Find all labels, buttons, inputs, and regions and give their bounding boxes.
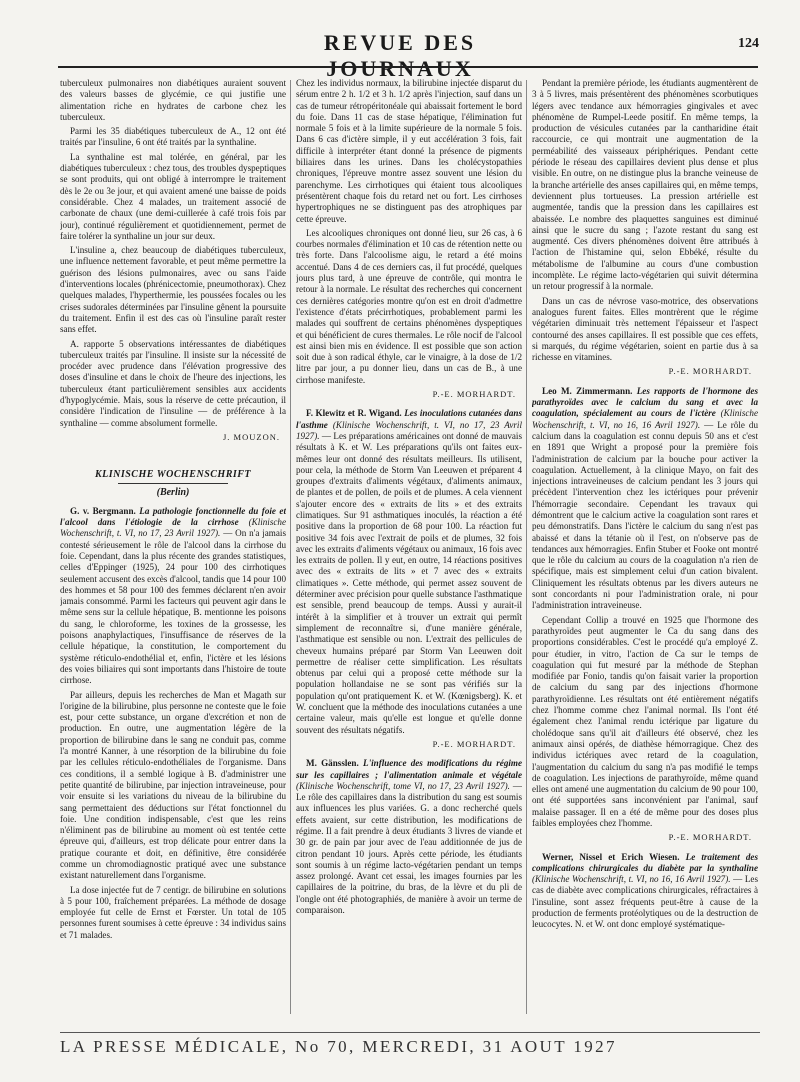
article-klewitz [296, 408, 522, 736]
header-rule [58, 66, 758, 68]
paragraph: L'insuline a, chez beaucoup de diabétiques tuberculeux, une influence nettement favorable, et peut même permettre la guérison des lésions pulmonaires, avec ou sans l'aide d'interventions locales (phrénicectomie, pneumothorax). Chez quelques malades, l'hyperthermie, les poussées focales ou les crises sudorales déterminées par l'insuline gênent la poursuite du traitement. Enfin il est des cas où l'insuline paraît rester sans effet. [60, 245, 286, 335]
article-authors: Leo M. Zimmermann. [542, 385, 633, 396]
column-divider [526, 80, 527, 1014]
author-signature: P.-E. MORHARDT. [432, 738, 516, 749]
footer-publication-line: LA PRESSE MÉDICALE, No 70, MERCREDI, 31 AOUT 1927 [60, 1037, 617, 1056]
article-authors: F. Klewitz et R. Wigand. [306, 408, 402, 419]
article-authors: Werner, Nissel et Erich Wiesen. [542, 851, 680, 862]
article-body: — Le rôle des capillaires dans la distribution du sang est soumis aux influences les plus variées. G. a donc recherché quels effets avaient, sur cette distribution, les modifications de régime. Il a fait prendre à deux étudiants 3 livres de viande et 30 gr. de pain par jour avec de l'eau additionnée de jus de citron pendant 10 jours. Après cette période, les étudiants sont soumis à un régime lacto-végétarien pendant un temps assez prolongé. Avant cet essai, les images fournies par les capillaires de la poitrine, du bras, de la lèvre et du pli de l'ongle ont été photographiés, de manière à avoir un terme de comparaison. [296, 780, 522, 916]
article-title: Les inoculations cutanées dans l'asthme [296, 408, 522, 430]
article-title: Le traitement des complications chirurgicales du diabète par la synthaline [532, 851, 758, 873]
paragraph: Par ailleurs, depuis les recherches de Man et Magath sur l'origine de la bilirubine, plus personne ne conteste que le foie est, pour cette substance, un organe d'excrétion et non de production. En outre, une augmentation légère de la proportion de bilirubine dans le sang ne conduit pas, comme l'a montré Kanner, à une résorption de la bilirubine du foie par les cellules réticulo-endothéliales de l'organisme. Dans ces conditions, il a semblé logique à B. d'administrer une petite quantité de bilirubine, par injection intraveineuse, pour voir ensuite si les variations du niveau de la bilirubine du sang permettaient des déductions sur l'état fonctionnel du foie. Une condition indispensable, c'est que les reins n'éliminent pas de bilirubine au moment où est tentée cette épreuve qui, d'ailleurs, est trop délicate pour entrer dans la pratique courante et doit, en définitive, être considérée comme un chromodiagnostic pratiqué avec une substance existant naturellement dans l'organisme. [60, 689, 286, 881]
article-citation: (Klinische Wochenschrift, t. VI, no 17, 23 Avril 1927). [296, 419, 522, 441]
paragraph: A. rapporte 5 observations intéressantes de diabétiques tuberculeux traités par l'insuline. Il insiste sur la nécessité de procéder avec prudence dans l'élévation progressive des doses d'insuline et dans le choix de l'heure des injections, les tuberculeux étant particulièrement sensibles aux accidents d'hypoglycémie. Mais, sous la réserve de cette précaution, il considère l'indication de l'insuline — de préférence à la synthaline — comme absolument formelle. [60, 338, 286, 428]
article-citation: (Klinische Wochenschrift, tome VI, no 17, 23 Avril 1927). [296, 780, 510, 791]
journal-heading: KLINISCHE WOCHENSCHRIFT [94, 469, 252, 481]
page-number: 124 [738, 36, 759, 51]
author-signature: J. MOUZON. [223, 431, 280, 442]
article-gansslen [296, 758, 522, 916]
author-signature: P.-E. MORHARDT. [668, 832, 752, 843]
page-footer [60, 1032, 760, 1057]
article-title: L'influence des modifications du régime sur les capillaires ; l'alimentation animale et végétale [296, 758, 522, 780]
paragraph: tuberculeux pulmonaires non diabétiques auraient souvent des valeurs basses de glycémie, ce qui justifie une alimentation riche en hydrates de carbone chez les tuberculeux. [60, 78, 286, 122]
paragraph: Les alcooliques chroniques ont donné lieu, sur 26 cas, à 6 courbes normales d'élimination et 10 cas de rétention nette ou très forte. Dans l'alcoolisme aigu, le retard a été moins accentué. Dans 4 de ces derniers cas, il fut procédé, quelques jours plus tard, à une épreuve de contrôle, qui montra le retour à la normale. Le résultat des recherches qui concernent ces dernières catégories montre qu'on est en droit d'admettre l'existence d'états précirrhotiques, probablement parmi les malades qui souffrent de certains phénomènes dyspeptiques et qui bénéficient de cures thermales. Le rôle nocif de l'alcool est ainsi bien mis en évidence. Il est possible que son action soit due à son radical éthyle, car le vinaigre, à la dose de 1/2 litre par jour, a pu donner lieu, dans un cas de B., à une cirrhose manifeste. [296, 227, 522, 385]
article-citation: (Klinische Wochenschrift, t. VI, no 16, 16 Avril 1927). [532, 408, 758, 430]
article-authors: M. Gänsslen. [306, 758, 359, 769]
article-bergmann [60, 506, 286, 687]
paragraph: Chez les individus normaux, la bilirubine injectée disparut du sérum entre 2 h. 1/2 et 3 h. 1/2 après l'injection, sauf dans un cas de tumeur rétropéritonéale qui abaissait fortement le bord du foie. Dans 11 cas de stase hépatique, l'élimination fut normale 5 fois et à la limite supérieure de la normale 5 fois. Dans 6 cas d'ictère simple, il y eut accélération 3 fois, fait difficile à interpréter étant donné la présence de pigments biliaires dans les urines. Dans les cholécystopathies chroniques, l'épreuve montre assez souvent une lésion du parenchyme. Les cirrhotiques qui étaient tous alcooliques présentèrent chaque fois du retard net ou fort. Les cirrhoses hypertrophiques ne se distinguent pas des atrophiques par cette épreuve. [296, 78, 522, 224]
article-body: — Le rôle du calcium dans la coagulation est connu depuis 50 ans et c'est en 1891 que Wright a proposé pour la première fois l'administration de calcium par la bouche pour activer la coagulation. Actuellement, à la clinique Mayo, on fait des injections intraveineuses de calcium pendant les 3 jours qui précèdent l'intervention chez les ictériques pour prévenir l'hémorragie secondaire. Cependant les travaux qui démontrent que le calcium active la coagulation sont rares et peu démonstratifs. Dans l'ictère le calcium du sang n'est pas abaissé et dans la tétanie où il l'est, on n'observe pas de tendances aux hémorragies. Enfin Stuber et Fooke ont montré que le rôle du calcium au cours de la coagulation n'a rien de spécifique, mais est simplement celui d'un cation bivalent. Cliniquement les résultats obtenus par les divers auteurs ne sont concordants ni pour l'administration orale, ni pour l'administration intraveineuse. [532, 419, 758, 611]
article-body: — On n'a jamais contesté sérieusement le rôle de l'alcool dans la cirrhose du foie. Cependant, dans la plus récente des grandes statistiques, celles d'Eppinger (1925), 24 pour 100 des cirrhotiques seulement accusent des excès d'alcool, tandis que 14 pour 100 des hommes et 58 pour 100 des femmes déclarent n'en avoir jamais consommé. Parmi les facteurs qui peuvent agir dans le même sens sur la cellule hépatique, B. mentionne les poisons du sang, le chloroforme, les toxines de la grossesse, les poisons anaphylactiques, l'insuffisance de réserves de la cellule hépatique, la constitution, le comportement du système réticulo-endothélial et, enfin, l'ictère et les lésions des voies biliaires qui sont importants dans l'histoire de toute cirrhose. [60, 528, 286, 686]
column-right [532, 78, 758, 1018]
footer-rule [60, 1032, 760, 1033]
article-citation: (Klinische Wochenschrift, t. VI, no 16, 16 Avril 1927). [532, 874, 731, 885]
column-divider [290, 80, 291, 1014]
article-body: — Les préparations américaines ont donné de mauvais résultats à K. et W. Les préparations qu'ils ont faites eux-mêmes leur ont donné des résultats meilleurs. Ils utilisent, pour cela, la méthode de Storm Van Leeuwen et préparent 4 groupes d'extraits d'aliments végétaux, d'aliments animaux, de plantes et de pollen, de poils et de plumes. A cela viennent s'ajouter encore des « extraits de lits » et des extraits climatiques. Sur 91 asthmatiques inoculés, la réaction a été positive dans la proportion de 68 pour 100. La réaction fut positive 34 fois avec l'extrait de poils et de plumes, 32 fois avec les extraits d'aliments végétaux ou animaux, 16 fois avec les extraits de pollen. Il y eut, en outre, 14 réactions positives avec des « extraits de lits » et 7 avec des « extraits climatiques ». Cette méthode, qui permet assez souvent de déterminer avec précision pour quelle substance l'asthmatique est sensible, prend beaucoup de temps. Aussi y aurait-il intérêt à la simplifier et à trouver un extrait qui permît simplement de reconnaître si, d'une manière générale, l'asthmatique est sensible ou non. L'extrait des pellicules de cheveux humains préparé par Storm Van Leeuwen doit permettre de réaliser cette simplification. Les résultats obtenus par celui qui a proposé cette méthode sur la population hollandaise ne se sont pas vérifiés sur la population qu'ont pratiquement K. et W. (Kœnigsberg). K. et W. concluent que la méthode des inoculations cutanées a une certaine valeur, mais qu'elle est longue et qu'elle donne souvent des résultats négatifs. [296, 430, 522, 735]
journal-section-title: REVUE DES JOURNAUX [323, 30, 477, 81]
article-authors: G. v. Bergmann. [70, 505, 136, 516]
article-nissel [532, 852, 758, 931]
paragraph: La synthaline est mal tolérée, en général, par les diabétiques tuberculeux : chez tous, des troubles dyspeptiques se sont produits, qui ont obligé à interrompre le traitement dès le 2e ou 3e jour, et qui avaient amené une baisse de poids considérable. Chez 4 malades, un traitement associé de carbonate de chaux (une demi-cuillerée à café trois fois par jour), continué régulièrement et quotidiennement, permet de faire tolérer la synthaline un jour sur deux. [60, 151, 286, 241]
article-citation: (Klinische Wochenschrift, t. VI, no 17, 23 Avril 1927). [60, 517, 286, 539]
paragraph: La dose injectée fut de 7 centigr. de bilirubine en solutions à 5 pour 100, fraîchement préparées. La méthode de dosage employée fut celle de Ernst et Fœrster. Un total de 105 personnes furent soumises à cette épreuve : 34 individus sains et 71 malades. [60, 884, 286, 940]
journal-city: (Berlin) [156, 486, 190, 498]
page-header [0, 0, 800, 82]
column-left [60, 78, 286, 1018]
article-title: Les rapports de l'hormone des parathyroïdes avec le calcium du sang et avec la coagulation, spécialement au cours de l'ictère [532, 385, 758, 419]
heading-rule [118, 483, 228, 484]
paragraph: Pendant la première période, les étudiants augmentèrent de 3 à 5 livres, mais présentèrent des phénomènes scorbutiques légers avec tendance aux hémorragies gingivales et avec phénomène de Rumpel-Leede positif. En même temps, la production de vésicules cutanées par la cantharidine était raccourcie, ce qui montrait une augmentation de la perméabilité des vaisseaux périphériques. Pendant cette période le réseau des capillaires devient plus dense et plus visible. En outre, on ne distingue plus la branche veineuse de la branche artérielle des anses capillaires qui, en même temps, deviennent plus tortueuses. La pression artérielle est augmentée, tandis que la pression dans les capillaires est abaissée. Le nombre des plaquettes sanguines est diminué ainsi que le sucre du sang ; l'azote restant du sang est augmenté. Ces divers phénomènes doivent être attribués à l'action de l'histamine qui, selon Ebbéké, résulte du métabolisme de l'albumine au cours d'une combustion incomplète. Le régime lacto-végétarien qui suivit détermina un retour progressif à la normale. [532, 78, 758, 292]
article-zimmermann [532, 386, 758, 612]
paragraph: Cependant Collip a trouvé en 1925 que l'hormone des parathyroïdes peut augmenter le Ca du sang dans des proportions considérables. C'est le procédé qu'a employé Z. pour étudier, in vitro, l'action de Ca sur le temps de coagulation qui fut mesuré par la méthode de Stephan modifiée par Fonio, tandis qu'on faisait varier la proportion de calcium du sang par des injections d'hormone parathyroïdienne. Les résultats ont été entièrement négatifs chez l'homme comme chez l'animal normal. Ils l'ont été également chez l'animal rendu ictérique par ligature du cholédoque sans qu'il ait d'ailleurs été observé, chez les animaux ainsi opérés, de diathèse hémorragique. Chez des individus ictériques avec retard de la coagulation, l'augmentation du calcium du sang n'a pas modifié le temps de coagulation. Les injections de parathyroïde, même quand elles ont amené une augmentation du calcium de 90 pour 100, ont été supportées sans inconvénient par l'animal, sauf malaise passager. Il en a été de même pour des doses plus faibles employées chez l'homme. [532, 614, 758, 828]
paragraph: Parmi les 35 diabétiques tuberculeux de A., 12 ont été traités par l'insuline, 6 ont été traités par la synthaline. [60, 126, 286, 148]
author-signature: P.-E. MORHARDT. [668, 366, 752, 377]
paragraph: Dans un cas de névrose vaso-motrice, des observations analogues furent faites. Elles montrèrent que le régime végétarien diminuait très nettement l'épaisseur et l'aspect contourné des anses capillaires. Il est possible que ces effets, si marqués, du régime végétarien, soient en partie dus à sa richesse en vitamines. [532, 295, 758, 363]
article-body: — Les cas de diabète avec complications chirurgicales, réfractaires à l'insuline, sont assez fréquents peut-être à cause de la production de ferments protéolytiques ou de la destruction de leucocytes. N. et W. ont donc employé systématique- [532, 874, 758, 930]
author-signature: P.-E. MORHARDT. [432, 389, 516, 400]
article-title: La pathologie fonctionnelle du foie et l'alcool dans l'étiologie de la cirrhose [60, 505, 286, 528]
column-middle [296, 78, 522, 1018]
